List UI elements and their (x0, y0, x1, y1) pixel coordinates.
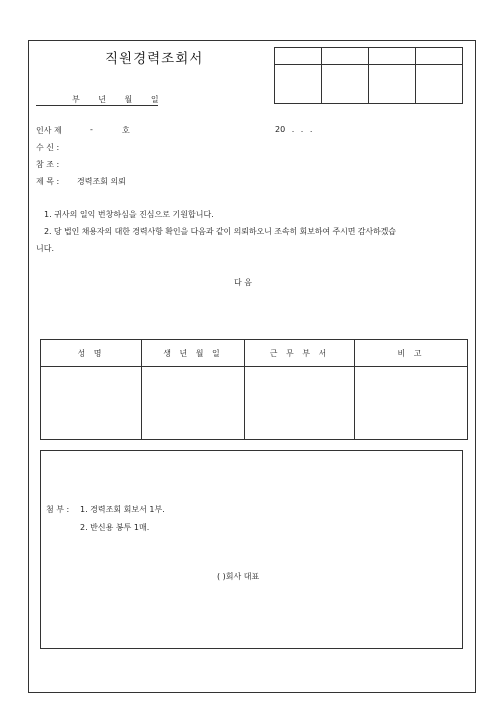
table-header: 생 년 월 일 (142, 340, 245, 367)
signature-line: ( )회사 대표 (217, 572, 260, 581)
attachment-item-2: 2. 반신용 봉투 1매. (80, 523, 150, 532)
paragraph-2: 2. 당 법인 채용자의 대한 경력사항 확인을 다음과 같이 의뢰하오니 조속히 회보하여 주시면 감사하겠습 (44, 227, 396, 236)
subject-label: 제 목 : (36, 177, 60, 186)
table-cell (142, 367, 245, 440)
section-heading: 다 음 (234, 278, 252, 287)
approval-cell (368, 48, 416, 65)
reference-dash: - (90, 125, 93, 134)
paragraph-2-cont: 니다. (36, 244, 54, 253)
attachment-label: 첨 부 : (46, 505, 70, 514)
paragraph-1: 1. 귀사의 일익 번창하심을 진심으로 기원합니다. (44, 210, 214, 219)
attachment-item-1: 1. 경력조회 회보서 1부. (80, 505, 165, 514)
approval-box (274, 47, 463, 104)
date-line: 부 년 월 일 (72, 95, 162, 104)
cc-label: 참 조 : (36, 160, 60, 169)
table-header: 비 고 (355, 340, 468, 367)
attachment-box (40, 450, 463, 649)
issue-date: 20 . . . (275, 125, 313, 134)
approval-sign-cell (416, 65, 463, 104)
approval-sign-cell (275, 65, 322, 104)
table-header: 성 명 (41, 340, 142, 367)
reference-suffix: 호 (122, 126, 130, 135)
table-cell (355, 367, 468, 440)
employee-table (40, 339, 468, 440)
table-cell (41, 367, 142, 440)
approval-cell (275, 48, 322, 65)
table-header: 근 무 부 서 (245, 340, 355, 367)
approval-sign-cell (321, 65, 368, 104)
document-title: 직원경력조회서 (105, 51, 204, 67)
approval-cell (416, 48, 463, 65)
table-cell (245, 367, 355, 440)
approval-sign-cell (368, 65, 416, 104)
recipient-label: 수 신 : (36, 143, 60, 152)
subject-value: 경력조회 의뢰 (77, 177, 126, 186)
approval-cell (321, 48, 368, 65)
reference-label: 인사 제 (36, 126, 62, 135)
